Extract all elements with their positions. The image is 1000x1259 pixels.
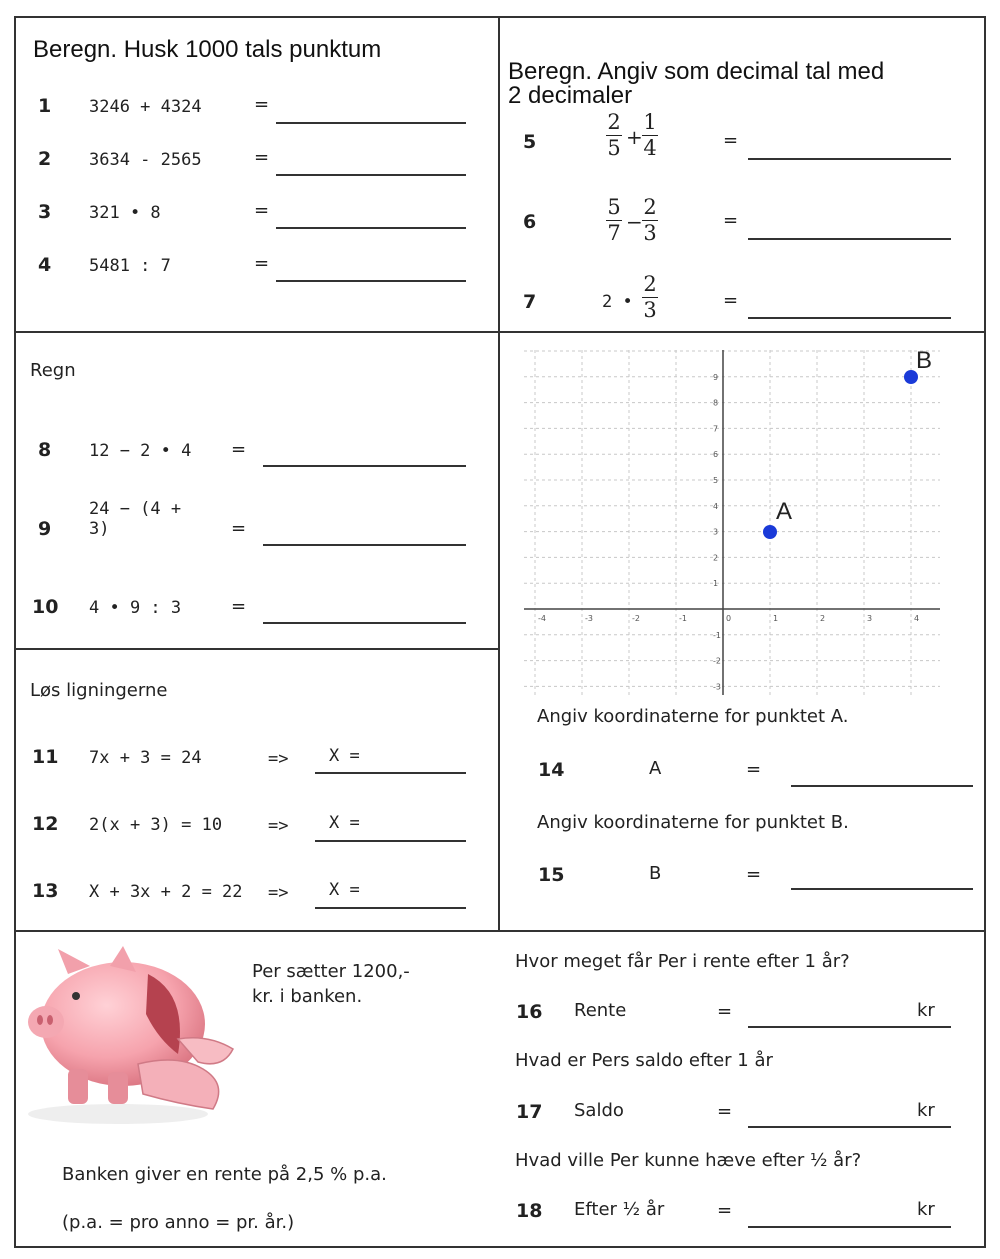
whole-number-times: 2 • bbox=[602, 292, 633, 312]
problem-expression-line2: 3) bbox=[89, 519, 110, 539]
equals-sign: = bbox=[746, 759, 762, 780]
equals-sign: = bbox=[717, 1101, 733, 1122]
problem-number: 13 bbox=[32, 880, 59, 902]
equals-sign: = bbox=[723, 210, 739, 231]
equals-sign: = bbox=[254, 147, 270, 168]
problem-number: 2 bbox=[38, 148, 52, 170]
answer-line-4[interactable] bbox=[276, 280, 466, 282]
denominator: 4 bbox=[643, 136, 657, 160]
problem-number: 1 bbox=[38, 95, 52, 117]
fraction bbox=[642, 195, 658, 246]
problem-expression-line1: 24 − (4 + bbox=[89, 499, 182, 519]
y-tick-label: 1 bbox=[713, 579, 719, 589]
x-equals: X = bbox=[329, 880, 360, 900]
numerator: 2 bbox=[607, 110, 621, 134]
fraction bbox=[606, 195, 622, 246]
problem-number: 8 bbox=[38, 439, 52, 461]
fraction bbox=[606, 110, 622, 161]
equals-sign: = bbox=[723, 290, 739, 311]
y-tick-label: 7 bbox=[713, 424, 719, 434]
operator: − bbox=[626, 210, 643, 234]
answer-line-3[interactable] bbox=[276, 227, 466, 229]
y-tick-label: 5 bbox=[713, 476, 719, 485]
x-tick-label: 1 bbox=[773, 614, 779, 623]
x-tick-label: -1 bbox=[679, 614, 687, 623]
q17-label: Saldo bbox=[574, 1100, 624, 1121]
numerator: 2 bbox=[643, 195, 657, 219]
intro-line1: Per sætter 1200,- bbox=[252, 961, 410, 982]
x-tick-label: 4 bbox=[914, 614, 920, 623]
section2-heading-line1: Beregn. Angiv som decimal tal med bbox=[508, 58, 885, 85]
problem-expression: 5481 : 7 bbox=[89, 256, 171, 276]
q15-prompt: Angiv koordinaterne for punktet B. bbox=[537, 812, 849, 833]
x-tick-label: -3 bbox=[585, 614, 593, 623]
equals-sign: = bbox=[254, 200, 270, 221]
problem-expression: 3634 - 2565 bbox=[89, 150, 202, 170]
implies-arrow: => bbox=[268, 883, 289, 903]
equals-sign: = bbox=[254, 253, 270, 274]
problem-number: 3 bbox=[38, 201, 52, 223]
y-tick-label: -2 bbox=[713, 656, 721, 666]
problem-number: 15 bbox=[538, 864, 565, 886]
coordinate-grid bbox=[524, 350, 940, 695]
problem-expression: 12 − 2 • 4 bbox=[89, 441, 192, 461]
q16-label: Rente bbox=[574, 1000, 627, 1021]
point-name: B bbox=[649, 863, 662, 884]
divider-top-vertical bbox=[498, 16, 500, 932]
q18-prompt: Hvad ville Per kunne hæve efter ½ år? bbox=[515, 1150, 862, 1171]
y-tick-label: -1 bbox=[713, 630, 721, 640]
point-a-label: A bbox=[776, 498, 793, 525]
answer-line-1[interactable] bbox=[276, 122, 466, 124]
numerator: 1 bbox=[643, 110, 657, 134]
answer-line-2[interactable] bbox=[276, 174, 466, 176]
answer-line-14[interactable] bbox=[791, 785, 973, 787]
answer-line-8[interactable] bbox=[263, 465, 466, 467]
unit-kr: kr bbox=[917, 1199, 935, 1220]
fraction bbox=[642, 272, 658, 323]
problem-number: 11 bbox=[32, 746, 59, 768]
problem-number: 7 bbox=[523, 291, 537, 313]
point-a-marker bbox=[763, 525, 777, 539]
implies-arrow: => bbox=[268, 749, 289, 769]
q18-label: Efter ½ år bbox=[574, 1199, 665, 1220]
answer-line-11[interactable] bbox=[315, 772, 466, 774]
equation: 2(x + 3) = 10 bbox=[89, 815, 223, 835]
answer-line-5[interactable] bbox=[748, 158, 951, 160]
equals-sign: = bbox=[231, 596, 247, 617]
unit-kr: kr bbox=[917, 1000, 935, 1021]
divider-left-mid bbox=[14, 648, 500, 650]
problem-number: 4 bbox=[38, 254, 52, 276]
implies-arrow: => bbox=[268, 816, 289, 836]
y-tick-label: 8 bbox=[713, 398, 719, 408]
equals-sign: = bbox=[231, 518, 247, 539]
point-b-label: B bbox=[916, 347, 933, 374]
numerator: 2 bbox=[643, 272, 657, 296]
equation: 7x + 3 = 24 bbox=[89, 748, 202, 768]
answer-line-16[interactable] bbox=[748, 1026, 951, 1028]
section1-heading: Beregn. Husk 1000 tals punktum bbox=[33, 36, 382, 63]
answer-line-17[interactable] bbox=[748, 1126, 951, 1128]
problem-expression: 4 • 9 : 3 bbox=[89, 598, 182, 618]
q17-prompt: Hvad er Pers saldo efter 1 år bbox=[515, 1050, 773, 1071]
denominator: 3 bbox=[643, 298, 657, 322]
y-tick-label: 2 bbox=[713, 553, 719, 563]
equation: X + 3x + 2 = 22 bbox=[89, 882, 243, 902]
intro-line2: kr. i banken. bbox=[252, 986, 363, 1007]
x-tick-label: 0 bbox=[726, 614, 732, 623]
equals-sign: = bbox=[723, 130, 739, 151]
x-equals: X = bbox=[329, 746, 360, 766]
equals-sign: = bbox=[746, 864, 762, 885]
equals-sign: = bbox=[231, 439, 247, 460]
q14-prompt: Angiv koordinaterne for punktet A. bbox=[537, 706, 849, 727]
broken-piggy-bank-image bbox=[28, 944, 243, 1129]
section4-heading: Løs ligningerne bbox=[30, 680, 168, 701]
fraction bbox=[642, 110, 658, 161]
answer-line-7[interactable] bbox=[748, 317, 951, 319]
answer-line-9[interactable] bbox=[263, 544, 466, 546]
x-tick-label: -2 bbox=[632, 614, 640, 623]
equals-sign: = bbox=[717, 1001, 733, 1022]
problem-number: 10 bbox=[32, 596, 59, 618]
denominator: 3 bbox=[643, 221, 657, 245]
problem-number: 17 bbox=[516, 1101, 543, 1123]
numerator: 5 bbox=[607, 195, 621, 219]
section3-heading: Regn bbox=[30, 360, 76, 381]
equals-sign: = bbox=[717, 1200, 733, 1221]
divider-row3 bbox=[14, 930, 986, 932]
equals-sign: = bbox=[254, 94, 270, 115]
y-tick-label: 3 bbox=[713, 527, 719, 537]
y-tick-label: 4 bbox=[713, 501, 719, 511]
y-tick-label: -3 bbox=[713, 682, 721, 692]
problem-number: 9 bbox=[38, 518, 52, 540]
problem-number: 14 bbox=[538, 759, 565, 781]
answer-line-6[interactable] bbox=[748, 238, 951, 240]
q16-prompt: Hvor meget får Per i rente efter 1 år? bbox=[515, 951, 850, 972]
point-name: A bbox=[649, 758, 662, 779]
y-tick-label: 9 bbox=[713, 372, 719, 382]
divider-row1 bbox=[14, 331, 986, 333]
interest-rate-text: Banken giver en rente på 2,5 % p.a. bbox=[62, 1164, 387, 1185]
problem-number: 12 bbox=[32, 813, 59, 835]
x-equals: X = bbox=[329, 813, 360, 833]
answer-line-15[interactable] bbox=[791, 888, 973, 890]
denominator: 5 bbox=[607, 136, 621, 160]
answer-line-12[interactable] bbox=[315, 840, 466, 842]
problem-number: 16 bbox=[516, 1001, 543, 1023]
answer-line-13[interactable] bbox=[315, 907, 466, 909]
answer-line-18[interactable] bbox=[748, 1226, 951, 1228]
x-tick-label: -4 bbox=[538, 614, 546, 623]
y-tick-label: 6 bbox=[713, 450, 719, 460]
problem-number: 6 bbox=[523, 211, 537, 233]
interest-rate-note: (p.a. = pro anno = pr. år.) bbox=[62, 1212, 295, 1233]
problem-number: 18 bbox=[516, 1200, 543, 1222]
problem-expression: 3246 + 4324 bbox=[89, 97, 202, 117]
x-tick-label: 2 bbox=[820, 614, 826, 623]
unit-kr: kr bbox=[917, 1100, 935, 1121]
problem-number: 5 bbox=[523, 131, 537, 153]
section2-heading-line2: 2 decimaler bbox=[508, 82, 633, 109]
answer-line-10[interactable] bbox=[263, 622, 466, 624]
denominator: 7 bbox=[607, 221, 621, 245]
x-tick-label: 3 bbox=[867, 614, 873, 623]
problem-expression: 321 • 8 bbox=[89, 203, 161, 223]
operator: + bbox=[626, 125, 643, 149]
